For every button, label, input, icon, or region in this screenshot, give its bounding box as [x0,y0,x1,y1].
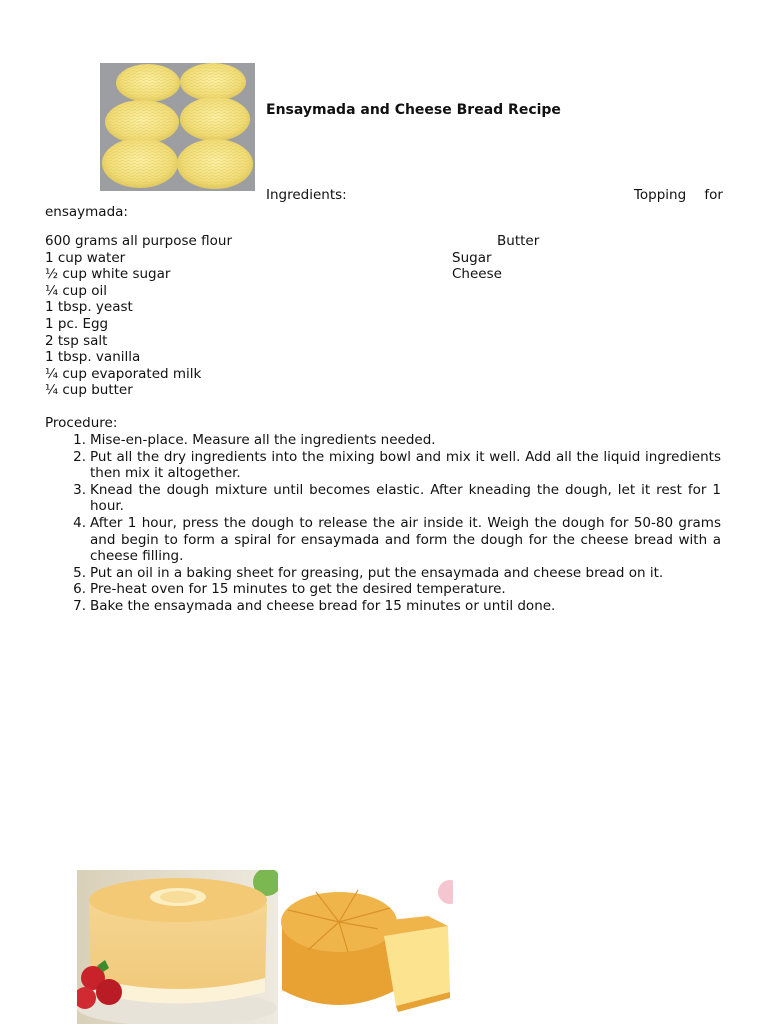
ingredient-item: 2 tsp salt [45,332,108,349]
ensaymada-photo [100,63,255,191]
step-text: Mise-en-place. Measure all the ingredients needed. [90,432,436,448]
step-text: Put all the dry ingredients into the mixing bowl and mix it well. Add all the liquid ingredients then mix it altogether. [90,448,721,482]
procedure-step [45,449,721,482]
procedure-step [45,598,721,615]
topping-item: Butter [497,233,540,249]
procedure-step [45,565,721,582]
ingredient-item: 600 grams all purpose flour [45,233,232,249]
step-text: Bake the ensaymada and cheese bread for 15 minutes or until done. [90,597,556,614]
procedure-heading: Procedure: [45,415,118,431]
ingredient-item: 1 pc. Egg [45,315,109,332]
ingredients-list [45,233,232,399]
step-number: 3. [73,481,86,498]
ingredient-item: ½ cup white sugar [45,266,171,283]
recipe-title: Ensaymada and Cheese Bread Recipe [266,102,561,118]
step-number: 5. [73,564,86,581]
step-number: 7. [73,597,86,614]
topping-item: Cheese [452,266,502,283]
step-text: Knead the dough mixture until becomes elastic. After kneading the dough, let it rest for 1 hour. [90,481,721,515]
ingredient-item: 1 tbsp. yeast [45,299,133,316]
procedure-step [45,581,721,598]
procedure-step [45,515,721,565]
step-number: 4. [73,514,86,531]
topping-heading-continued: ensaymada: [45,204,128,220]
ingredient-item: ¼ cup oil [45,282,107,299]
step-number: 6. [73,581,86,598]
topping-list [452,233,539,283]
procedure-steps [45,432,721,615]
step-text: Put an oil in a baking sheet for greasing, put the ensaymada and cheese bread on it. [90,564,664,581]
ingredient-item: ¼ cup evaporated milk [45,365,202,382]
ingredient-item: 1 tbsp. vanilla [45,349,141,366]
topping-heading: Topping for [633,187,723,203]
procedure-step [45,432,721,449]
procedure-step [45,482,721,515]
step-number: 1. [73,432,86,448]
step-text: Pre-heat oven for 15 minutes to get the desired temperature. [90,581,506,598]
step-number: 2. [73,448,86,465]
ingredient-item: ¼ cup butter [45,382,133,399]
chiffon-cake-photo [77,870,278,1024]
step-text: After 1 hour, press the dough to release the air inside it. Weigh the dough for 50-80 grams and begin to form a spiral for ensaymada and form the dough for the cheese bread with a cheese filling. [90,514,721,565]
ingredient-item: 1 cup water [45,249,126,266]
cheese-cake-photo [278,870,453,1024]
ingredients-heading: Ingredients: [266,187,347,203]
topping-item: Sugar [452,249,492,266]
